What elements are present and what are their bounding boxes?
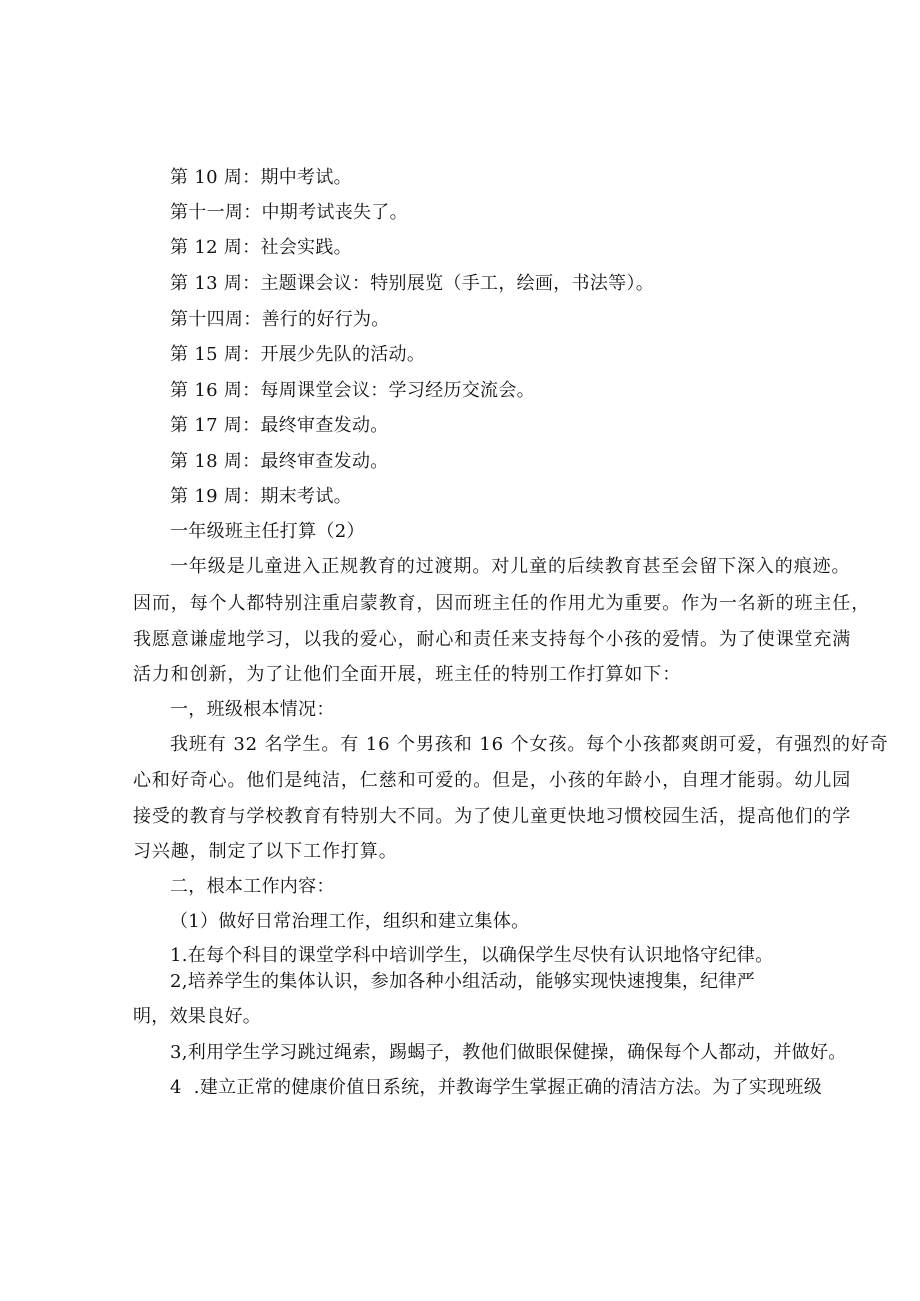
item-2: 2,培养学生的集体认识，参加各种小组活动，能够实现快速搜集，纪律严 bbox=[170, 971, 756, 992]
schedule-week-14: 第十四周：善行的好行为。 bbox=[170, 309, 390, 330]
class-line-2: 心和好奇心。他们是纯洁，仁慈和可爱的。但是，小孩的年龄小，自理才能弱。幼儿园 bbox=[133, 770, 852, 791]
class-line-4: 习兴趣，制定了以下工作打算。 bbox=[133, 841, 398, 862]
schedule-week-11: 第十一周：中期考试丧失了。 bbox=[170, 202, 408, 223]
item-2-continued: 明，效果良好。 bbox=[133, 1006, 262, 1027]
intro-line-3: 我愿意谦虚地学习，以我的爱心，耐心和责任来支持每个小孩的爱情。为了使课堂充满 bbox=[133, 629, 852, 650]
sub-heading-daily-management: （1）做好日常治理工作，组织和建立集体。 bbox=[170, 911, 530, 932]
schedule-week-10: 第 10 周：期中考试。 bbox=[170, 167, 352, 188]
class-line-3: 接受的教育与学校教育有特别大不同。为了使儿童更快地习惯校园生活，提高他们的学 bbox=[133, 806, 852, 827]
intro-line-4: 活力和创新，为了让他们全面开展，班主任的特别工作打算如下： bbox=[133, 664, 682, 685]
section-title: 一年级班主任打算（2） bbox=[170, 521, 365, 542]
heading-class-overview: 一，班级根本情况： bbox=[170, 699, 335, 720]
heading-work-content: 二，根本工作内容： bbox=[170, 876, 335, 897]
schedule-week-12: 第 12 周：社会实践。 bbox=[170, 237, 352, 258]
item-4: 4 .建立正常的健康价值日系统，并教诲学生掌握正确的清洁方法。为了实现班级 bbox=[170, 1077, 823, 1098]
item-3: 3,利用学生学习跳过绳索，踢蝎子，教他们做眼保健操，确保每个人都动，并做好。 bbox=[170, 1042, 847, 1063]
class-line-1: 我班有 32 名学生。有 16 个男孩和 16 个女孩。每个小孩都爽朗可爱，有强烈的好奇 bbox=[170, 734, 889, 755]
schedule-week-16: 第 16 周：每周课堂会议：学习经历交流会。 bbox=[170, 380, 535, 401]
schedule-week-15: 第 15 周：开展少先队的活动。 bbox=[170, 344, 426, 365]
schedule-week-19: 第 19 周：期末考试。 bbox=[170, 486, 352, 507]
schedule-week-18: 第 18 周：最终审查发动。 bbox=[170, 451, 389, 472]
schedule-week-17: 第 17 周：最终审查发动。 bbox=[170, 415, 389, 436]
schedule-week-13: 第 13 周：主题课会议：特别展览（手工，绘画，书法等）。 bbox=[170, 273, 655, 294]
intro-line-1: 一年级是儿童进入正规教育的过渡期。对儿童的后续教育甚至会留下深入的痕迹。 bbox=[170, 556, 851, 577]
item-1: 1.在每个科目的课堂学科中培训学生，以确保学生尽快有认识地恪守纪律。 bbox=[170, 945, 774, 966]
intro-line-2: 因而，每个人都特别注重启蒙教育，因而班主任的作用尤为重要。作为一名新的班主任， bbox=[133, 593, 871, 614]
